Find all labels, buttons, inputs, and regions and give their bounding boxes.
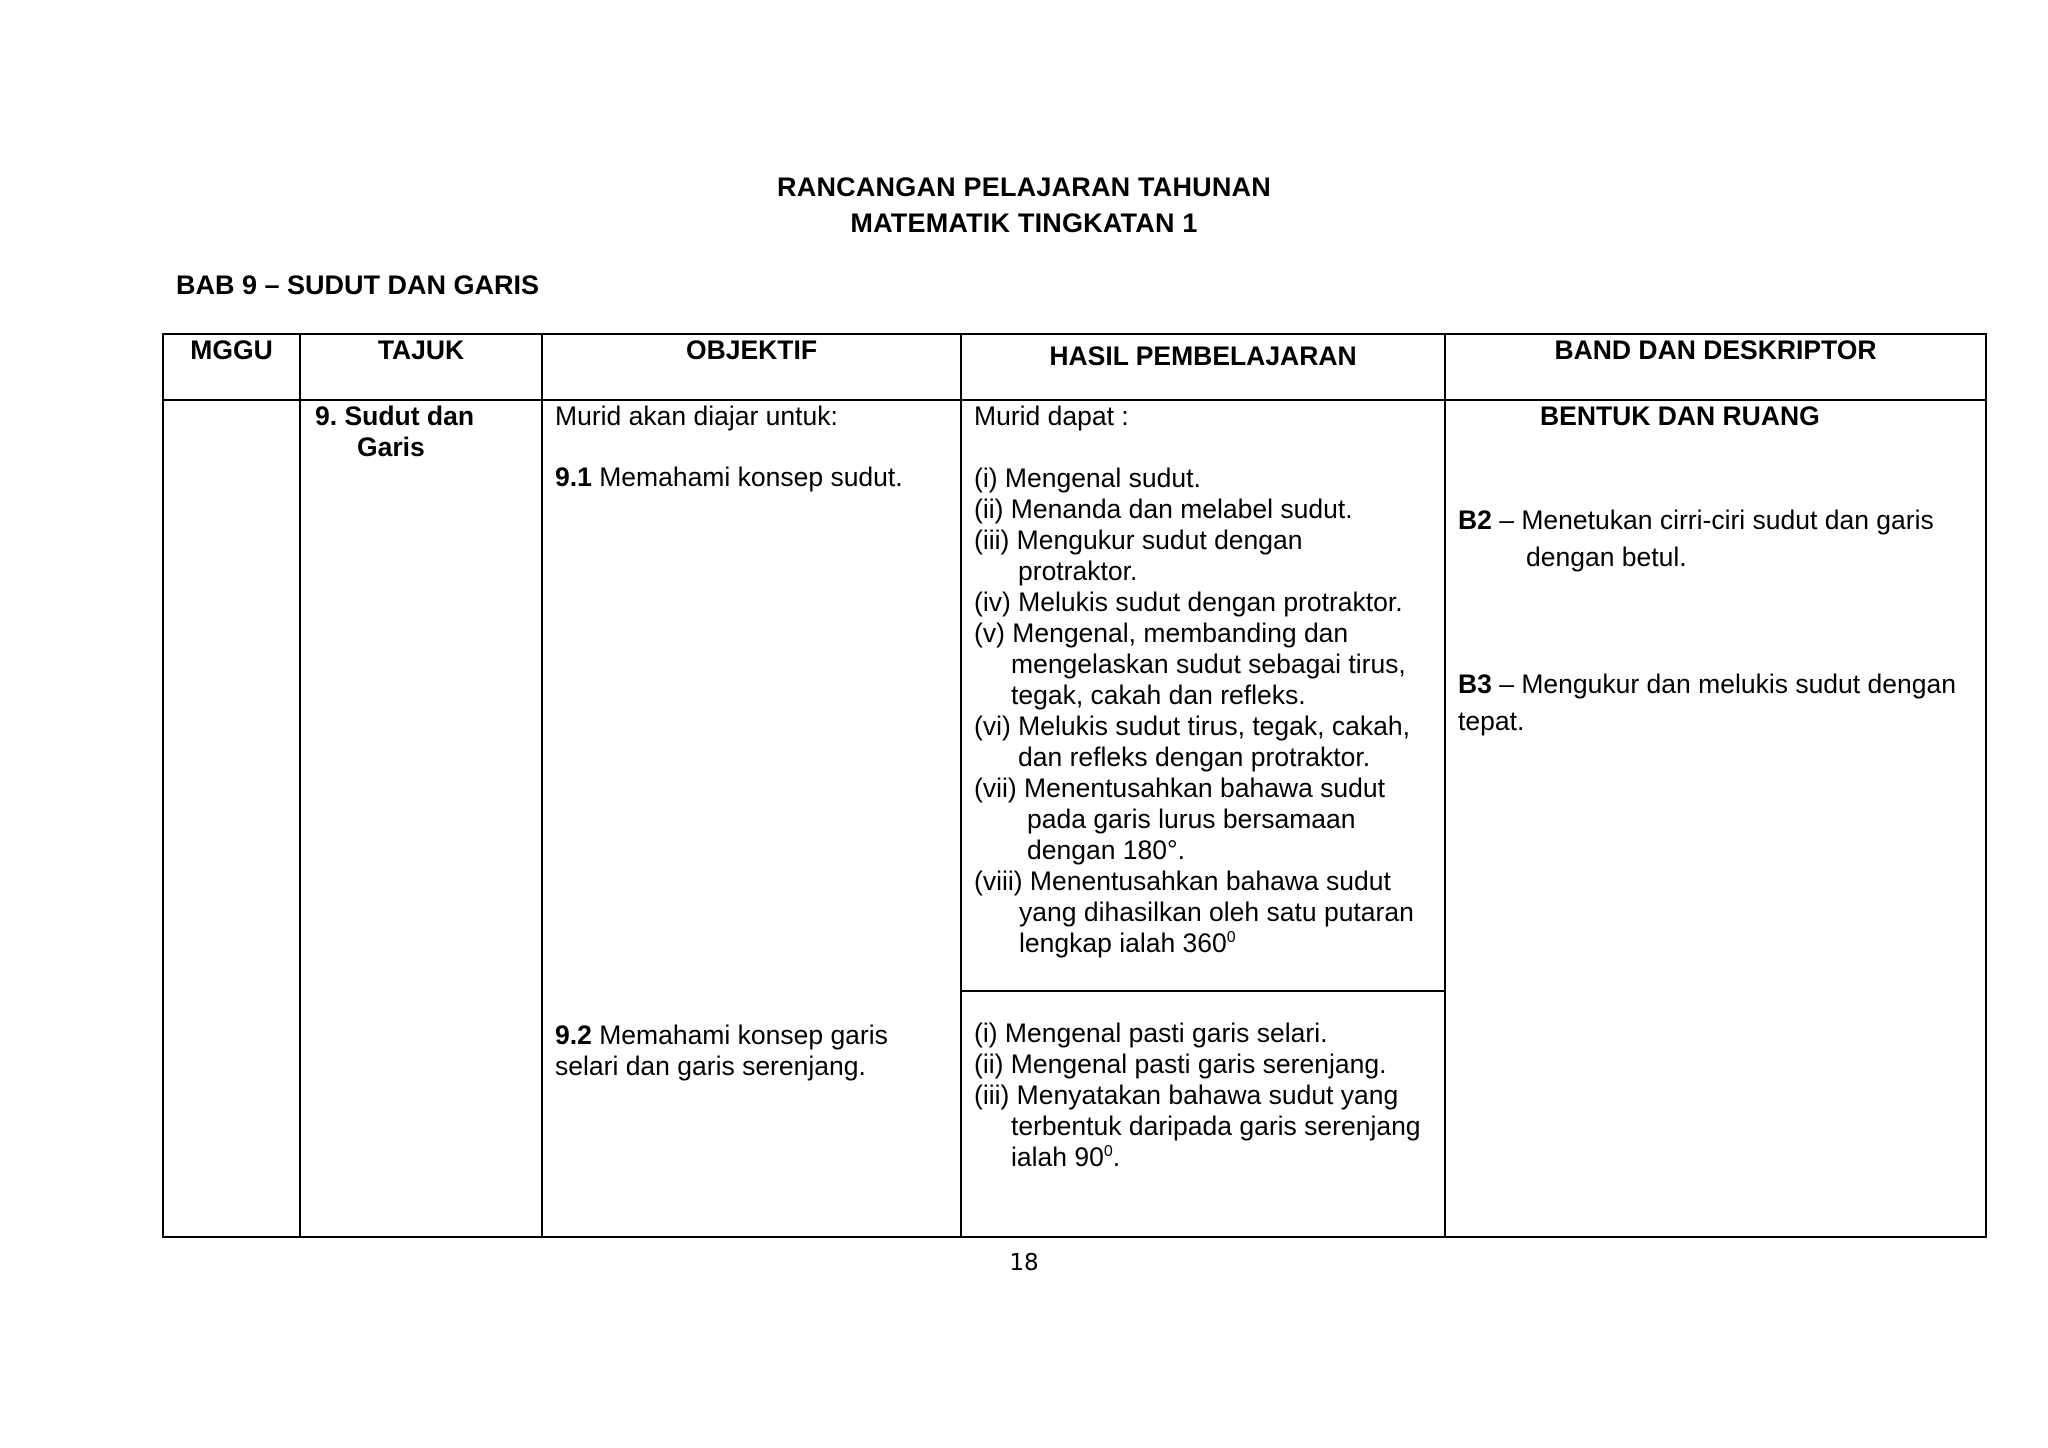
outcome-item: (i) Mengenal sudut. (974, 463, 1201, 493)
lesson-plan-table (162, 333, 1987, 1238)
hasil-intro: Murid dapat : (974, 401, 1129, 431)
cell-hasil-9-2 (961, 991, 1445, 1237)
header-tajuk: TAJUK (300, 334, 542, 400)
outcome-item-cont: pada garis lurus bersamaan (1027, 804, 1356, 834)
outcome-item: (viii) Menentusahkan bahawa sudut (974, 866, 1391, 896)
outcome-item: (vi) Melukis sudut tirus, tegak, cakah, (974, 711, 1410, 741)
outcome-item-cont: yang dihasilkan oleh satu putaran (1019, 897, 1414, 927)
document-subtitle: MATEMATIK TINGKATAN 1 (850, 208, 1198, 238)
outcome-item: (iii) Mengukur sudut dengan (974, 525, 1303, 555)
header-objektif: OBJEKTIF (542, 334, 961, 400)
cell-objektif (542, 400, 961, 1237)
outcome-item-cont: dan refleks dengan protraktor. (1018, 742, 1371, 772)
document-title: RANCANGAN PELAJARAN TAHUNAN (777, 172, 1271, 202)
band-descriptor (1446, 401, 1985, 740)
tajuk-line-1: 9. Sudut dan (315, 401, 474, 431)
chapter-heading: BAB 9 – SUDUT DAN GARIS (176, 270, 540, 300)
outcomes-list-9-2 (962, 992, 1444, 1173)
band-heading: BENTUK DAN RUANG (1540, 401, 1820, 431)
outcome-item: (ii) Menanda dan melabel sudut. (974, 494, 1353, 524)
header-band-deskriptor: BAND DAN DESKRIPTOR (1445, 334, 1986, 400)
outcome-item-cont: terbentuk daripada garis serenjang (1011, 1111, 1421, 1141)
objective-9-2: 9.2 Memahami konsep garis selari dan garis serenjang. (555, 1020, 888, 1081)
tajuk-line-2: Garis (357, 432, 425, 462)
outcome-item: (iii) Menyatakan bahawa sudut yang (974, 1080, 1399, 1110)
outcome-item: (iv) Melukis sudut dengan protraktor. (974, 587, 1403, 617)
objektif-intro: Murid akan diajar untuk: (555, 401, 838, 431)
outcome-item-cont: ialah $90^0$. (1011, 1142, 1121, 1172)
outcome-item-cont: protraktor. (1018, 556, 1138, 586)
outcome-item: (v) Mengenal, membanding dan (974, 618, 1349, 648)
outcome-item-cont: mengelaskan sudut sebagai tirus, (1011, 649, 1406, 679)
cell-hasil-9-1 (961, 400, 1445, 991)
band-b3: B3 – Mengukur dan melukis sudut dengan tepat. (1458, 669, 1956, 736)
cell-mggu (163, 400, 300, 1237)
outcome-item: (ii) Mengenal pasti garis serenjang. (974, 1049, 1387, 1079)
header-mggu: MGGU (163, 334, 300, 400)
outcome-item-cont: lengkap ialah $360^0$ (1019, 928, 1236, 958)
band-b2: B2 – Menetukan cirri-ciri sudut dan garis dengan betul. (1458, 505, 1934, 572)
outcome-item: (i) Mengenal pasti garis selari. (974, 1018, 1328, 1048)
outcomes-list-9-1 (962, 401, 1444, 959)
header-hasil-pembelajaran: HASIL PEMBELAJARAN (961, 334, 1445, 400)
table-header-row (163, 334, 1986, 400)
page-number: 18 (1009, 1250, 1039, 1276)
outcome-item: (vii) Menentusahkan bahawa sudut (974, 773, 1385, 803)
objective-9-1: 9.1 Memahami konsep sudut. (555, 462, 903, 492)
outcome-item-cont: tegak, cakah dan refleks. (1011, 680, 1306, 710)
cell-band-deskriptor (1445, 400, 1986, 1237)
outcome-item-cont: dengan 180°. (1027, 835, 1185, 865)
table-row (163, 400, 1986, 991)
cell-tajuk (300, 400, 542, 1237)
